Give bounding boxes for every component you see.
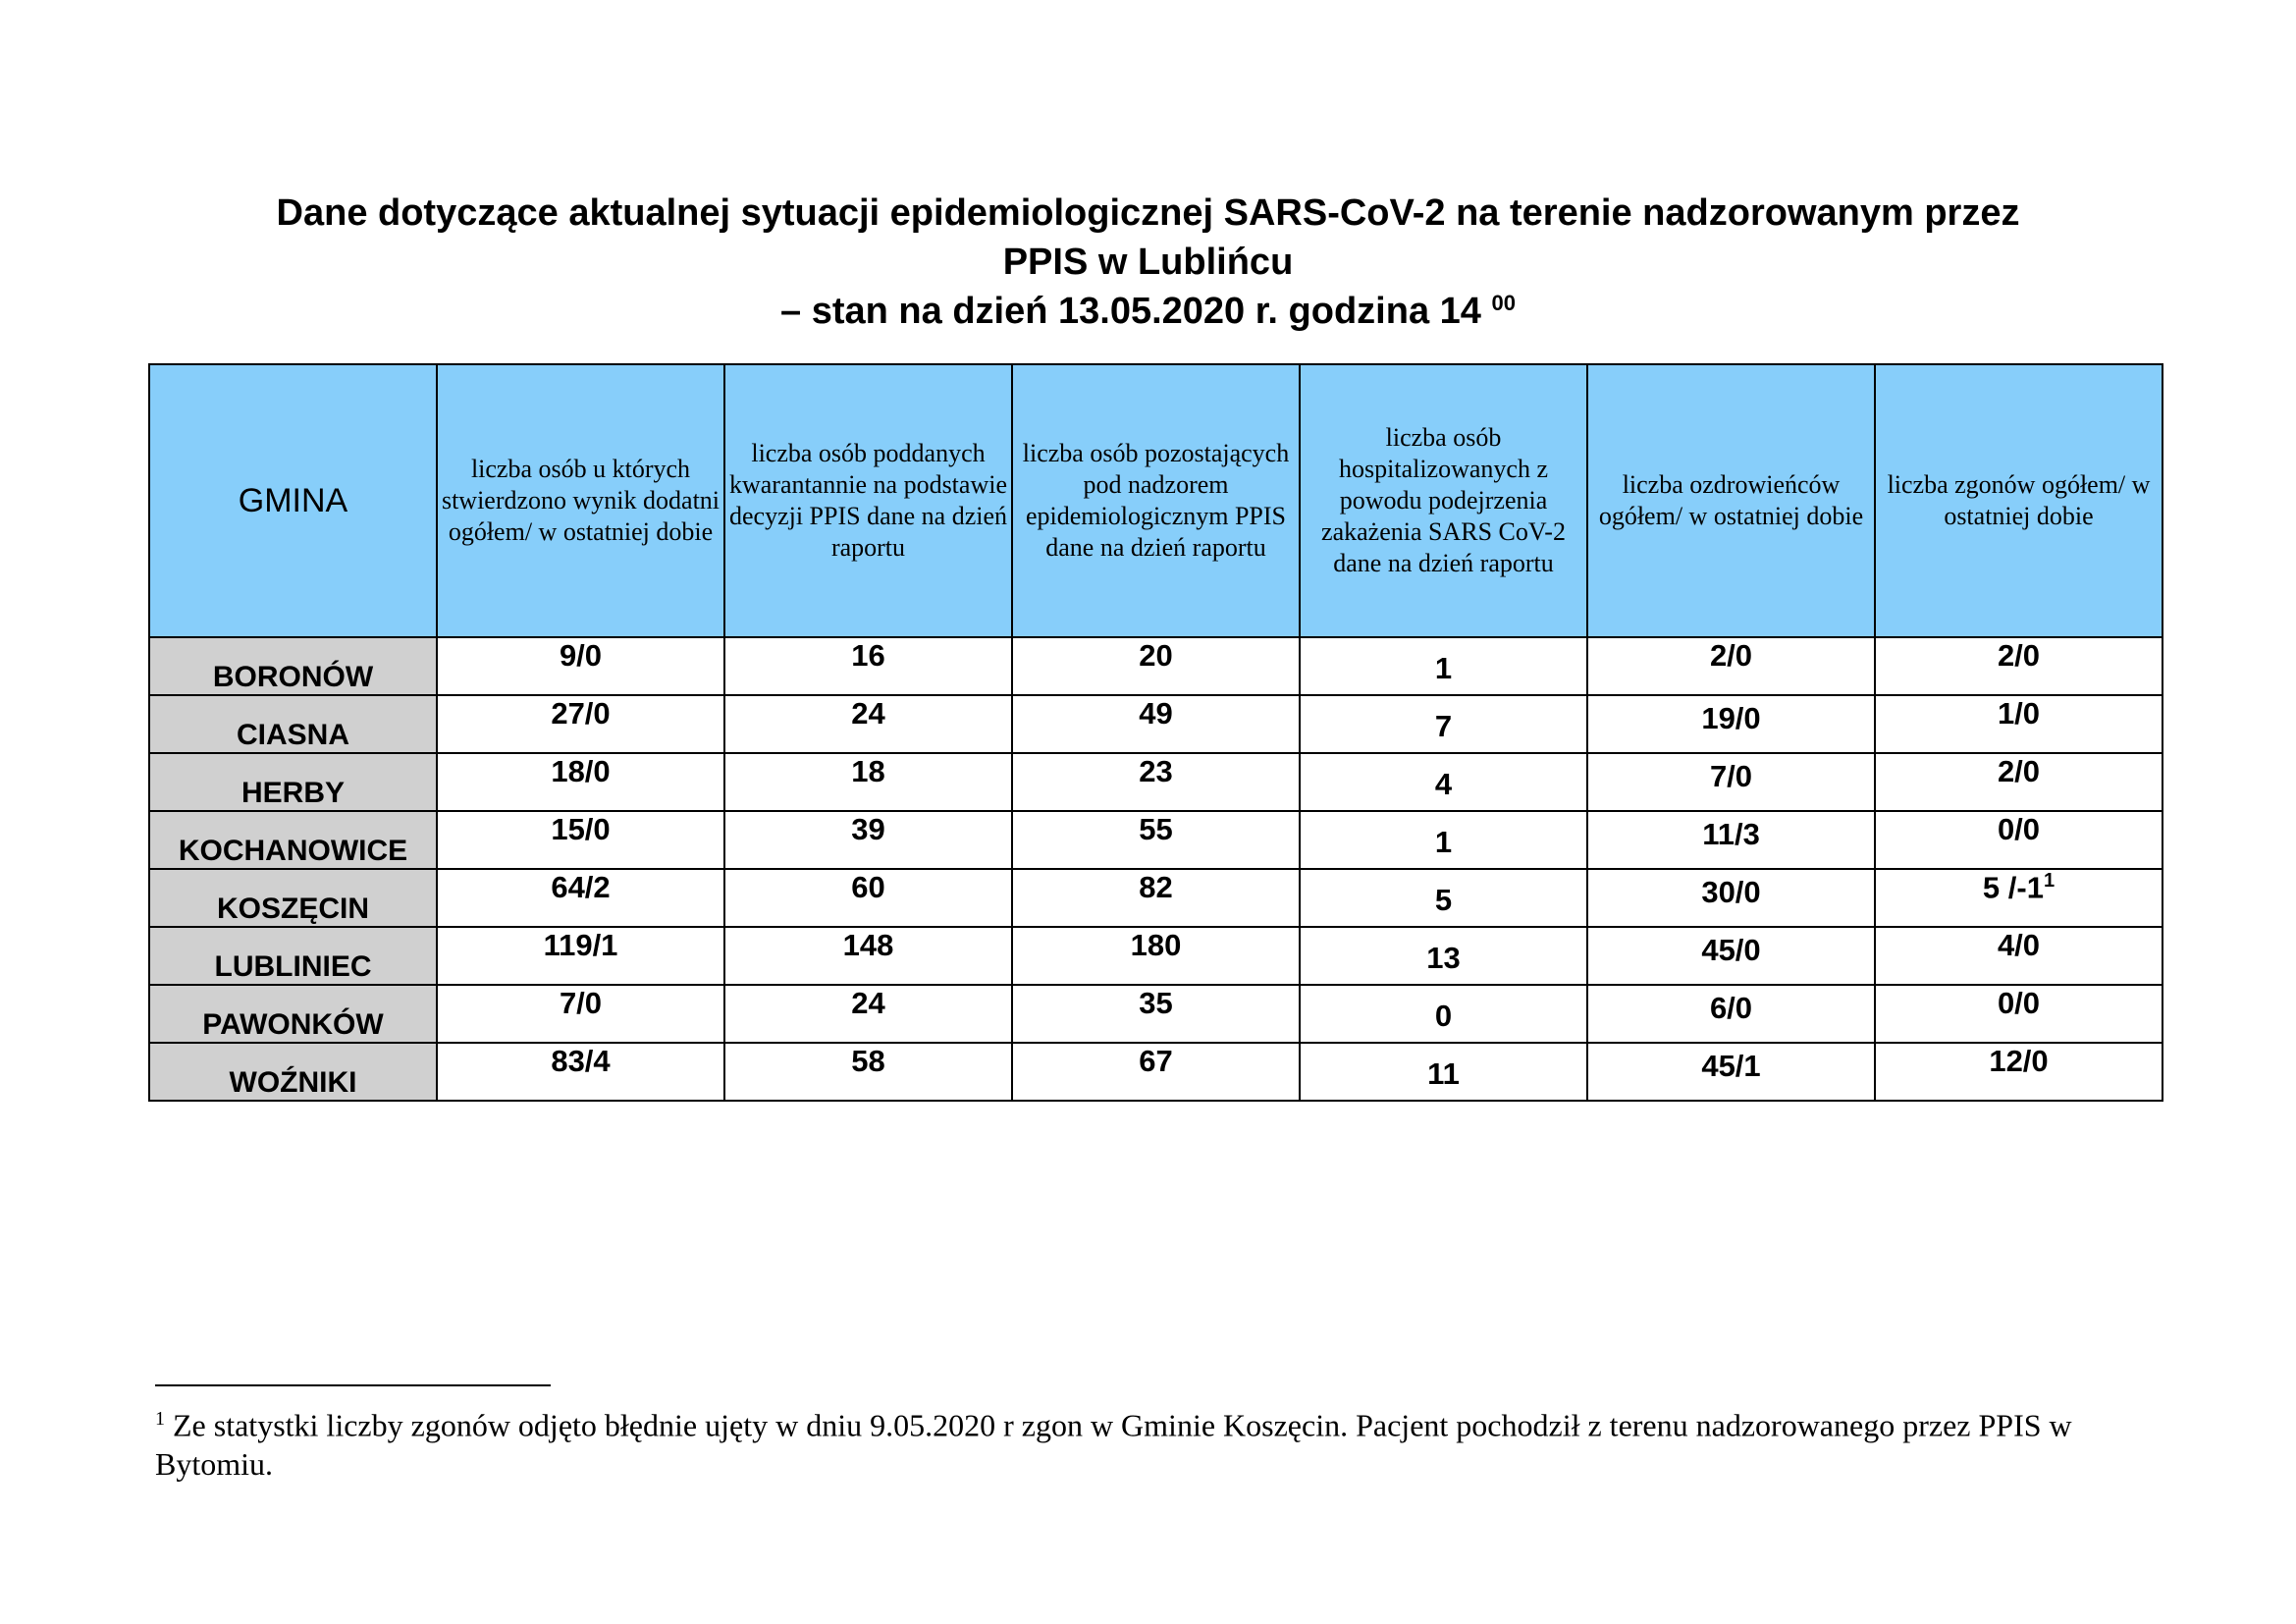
cell-quarantine: [724, 869, 1012, 927]
cell-hospitalized-value: 5: [1434, 882, 1453, 917]
title-line-1: Dane dotyczące aktualnej sytuacji epidemiologicznej SARS-CoV-2 na terenie nadzorowanym przez: [276, 192, 2020, 234]
cell-supervision-value: 55: [1139, 812, 1173, 846]
header-positive-cases: liczba osób u których stwierdzono wynik dodatni ogółem/ w ostatniej dobie: [437, 364, 724, 637]
cell-supervision: [1012, 637, 1300, 695]
cell-gmina: WOŹNIKI: [149, 1043, 437, 1101]
footnote-text: Ze statystki liczby zgonów odjęto błędnie ujęty w dniu 9.05.2020 r zgon w Gminie Koszęcin. Pacjent pochodził z terenu nadzorowanego przez PPIS w Bytomiu.: [155, 1407, 2072, 1482]
cell-recovered: [1587, 869, 1875, 927]
cell-gmina: PAWONKÓW: [149, 985, 437, 1043]
cell-recovered-value: 19/0: [1701, 701, 1761, 735]
cell-gmina: KOSZĘCIN: [149, 869, 437, 927]
cell-supervision: [1012, 753, 1300, 811]
cell-gmina: LUBLINIEC: [149, 927, 437, 985]
cell-gmina: CIASNA: [149, 695, 437, 753]
cell-gmina: BORONÓW: [149, 637, 437, 695]
cell-supervision-value: 23: [1139, 754, 1173, 788]
cell-positive-cases-value: 83/4: [551, 1044, 611, 1078]
table-row: [149, 869, 2163, 927]
table-row: [149, 753, 2163, 811]
epidemiology-table: [148, 363, 2163, 1102]
cell-deaths: [1875, 637, 2163, 695]
table-row: [149, 1043, 2163, 1101]
cell-positive-cases: [437, 811, 724, 869]
cell-deaths: [1875, 927, 2163, 985]
cell-recovered-value: 30/0: [1701, 875, 1761, 909]
table-row: [149, 927, 2163, 985]
cell-recovered-value: 7/0: [1709, 759, 1753, 793]
cell-quarantine-value: 16: [851, 638, 885, 673]
cell-recovered-value: 6/0: [1709, 991, 1753, 1025]
cell-positive-cases: [437, 927, 724, 985]
cell-recovered: [1587, 985, 1875, 1043]
table-row: [149, 811, 2163, 869]
cell-quarantine: [724, 985, 1012, 1043]
cell-deaths-value: 0/0: [1997, 986, 2041, 1020]
cell-quarantine: [724, 753, 1012, 811]
cell-quarantine: [724, 811, 1012, 869]
cell-hospitalized-value: 0: [1434, 998, 1453, 1033]
cell-deaths-value: 4/0: [1997, 928, 2041, 962]
cell-quarantine: [724, 1043, 1012, 1101]
cell-positive-cases: [437, 1043, 724, 1101]
cell-deaths: [1875, 985, 2163, 1043]
cell-quarantine-value: 18: [851, 754, 885, 788]
cell-hospitalized-value: 1: [1434, 824, 1453, 859]
cell-positive-cases: [437, 637, 724, 695]
table-row: [149, 695, 2163, 753]
cell-recovered: [1587, 927, 1875, 985]
cell-supervision: [1012, 927, 1300, 985]
cell-supervision: [1012, 811, 1300, 869]
header-hospitalized: liczba osób hospitalizowanych z powodu podejrzenia zakażenia SARS CoV-2 dane na dzień raportu: [1300, 364, 1587, 637]
cell-positive-cases-value: 9/0: [559, 638, 603, 673]
cell-quarantine: [724, 637, 1012, 695]
cell-supervision: [1012, 869, 1300, 927]
cell-quarantine: [724, 695, 1012, 753]
cell-hospitalized-value: 1: [1434, 650, 1453, 685]
cell-quarantine-value: 58: [851, 1044, 885, 1078]
cell-deaths: [1875, 753, 2163, 811]
cell-positive-cases-value: 18/0: [551, 754, 611, 788]
header-quarantine: liczba osób poddanych kwarantannie na podstawie decyzji PPIS dane na dzień raportu: [724, 364, 1012, 637]
cell-positive-cases: [437, 869, 724, 927]
cell-quarantine-value: 39: [851, 812, 885, 846]
cell-hospitalized: [1300, 927, 1587, 985]
cell-hospitalized: [1300, 1043, 1587, 1101]
cell-positive-cases-value: 7/0: [559, 986, 603, 1020]
cell-quarantine: [724, 927, 1012, 985]
cell-recovered: [1587, 695, 1875, 753]
cell-hospitalized: [1300, 985, 1587, 1043]
cell-deaths-value: 2/0: [1997, 638, 2041, 673]
page-title: [0, 189, 2296, 336]
cell-hospitalized-value: 4: [1434, 766, 1453, 801]
cell-quarantine-value: 148: [842, 928, 894, 962]
cell-supervision-value: 49: [1139, 696, 1173, 731]
title-line-2: PPIS w Lublińcu: [1002, 242, 1294, 283]
cell-hospitalized: [1300, 753, 1587, 811]
header-gmina: GMINA: [149, 364, 437, 637]
cell-hospitalized: [1300, 811, 1587, 869]
table-row: [149, 985, 2163, 1043]
cell-deaths: [1875, 811, 2163, 869]
table-row: [149, 637, 2163, 695]
cell-deaths-value: 2/0: [1997, 754, 2041, 788]
footnote: [155, 1400, 2138, 1484]
cell-supervision-value: 35: [1139, 986, 1173, 1020]
footnote-marker: 1: [155, 1408, 165, 1430]
cell-recovered: [1587, 753, 1875, 811]
cell-supervision: [1012, 695, 1300, 753]
footnote-separator: [155, 1384, 551, 1386]
cell-supervision-value: 67: [1139, 1044, 1173, 1078]
cell-recovered-value: 45/0: [1701, 933, 1761, 967]
title-line-3-text: – stan na dzień 13.05.2020 r. godzina 14: [780, 291, 1481, 332]
cell-positive-cases-value: 15/0: [551, 812, 611, 846]
cell-positive-cases-value: 119/1: [543, 928, 618, 962]
cell-recovered-value: 45/1: [1701, 1049, 1761, 1083]
cell-quarantine-value: 60: [851, 870, 885, 904]
header-supervision: liczba osób pozostających pod nadzorem epidemiologicznym PPIS dane na dzień raportu: [1012, 364, 1300, 637]
cell-recovered-value: 2/0: [1709, 638, 1753, 673]
title-line-3: [0, 287, 2296, 336]
cell-deaths: [1875, 695, 2163, 753]
header-recovered: liczba ozdrowieńców ogółem/ w ostatniej dobie: [1587, 364, 1875, 637]
cell-gmina: HERBY: [149, 753, 437, 811]
cell-supervision-value: 180: [1130, 928, 1182, 962]
table-header-row: [149, 364, 2163, 637]
cell-hospitalized-value: 7: [1434, 708, 1453, 743]
cell-deaths-value: 0/0: [1997, 812, 2041, 846]
cell-hospitalized: [1300, 695, 1587, 753]
cell-recovered: [1587, 637, 1875, 695]
cell-supervision: [1012, 985, 1300, 1043]
cell-hospitalized: [1300, 869, 1587, 927]
cell-gmina: KOCHANOWICE: [149, 811, 437, 869]
cell-hospitalized-value: 11: [1427, 1056, 1460, 1091]
cell-supervision: [1012, 1043, 1300, 1101]
cell-recovered: [1587, 1043, 1875, 1101]
cell-positive-cases-value: 64/2: [551, 870, 611, 904]
cell-positive-cases: [437, 753, 724, 811]
cell-positive-cases: [437, 985, 724, 1043]
cell-positive-cases-value: 27/0: [551, 696, 611, 731]
cell-deaths-value: 1/0: [1997, 696, 2041, 731]
cell-deaths: [1875, 1043, 2163, 1101]
cell-quarantine-value: 24: [851, 986, 885, 1020]
cell-hospitalized: [1300, 637, 1587, 695]
footnote-reference: 1: [2043, 870, 2056, 892]
cell-deaths-value: 12/0: [1989, 1044, 2049, 1078]
cell-recovered: [1587, 811, 1875, 869]
cell-deaths-value: 5 /-1: [1982, 870, 2044, 905]
cell-supervision-value: 20: [1139, 638, 1173, 673]
cell-positive-cases: [437, 695, 724, 753]
cell-quarantine-value: 24: [851, 696, 885, 731]
cell-hospitalized-value: 13: [1426, 940, 1461, 975]
header-deaths: liczba zgonów ogółem/ w ostatniej dobie: [1875, 364, 2163, 637]
cell-deaths: [1875, 869, 2163, 927]
cell-recovered-value: 11/3: [1702, 817, 1760, 851]
cell-supervision-value: 82: [1139, 870, 1173, 904]
title-hour-superscript: 00: [1491, 291, 1516, 315]
